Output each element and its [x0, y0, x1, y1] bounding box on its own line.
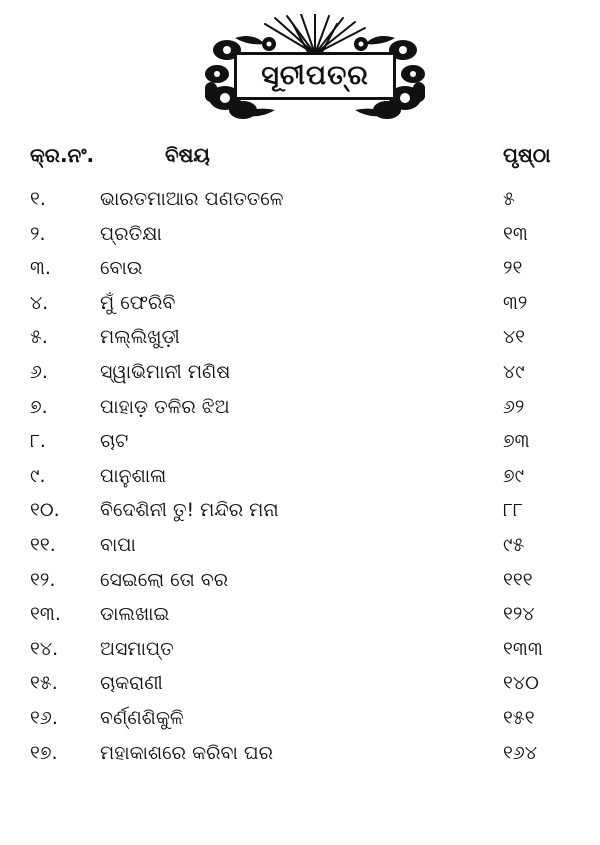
entry-page: ୧୩୩	[503, 637, 543, 660]
toc-entry	[0, 703, 600, 738]
entry-number: ୧୨.	[30, 568, 56, 591]
entry-page: ୩୨	[503, 291, 528, 314]
entry-page: ୧୫୧	[503, 706, 535, 729]
entry-subject: ଚାକରାଣୀ	[100, 672, 163, 695]
page-title: ସୂଚୀପତ୍ର	[261, 60, 369, 91]
entry-number: ୬.	[30, 360, 48, 383]
toc-entry	[0, 565, 600, 600]
entry-number: ୧୩.	[30, 603, 61, 626]
entry-number: ୩.	[30, 257, 51, 280]
toc-entry	[0, 392, 600, 427]
entry-number: ୧୭.	[30, 741, 58, 764]
entry-subject: ମହାକାଶରେ କରିବା ଘର	[100, 741, 273, 764]
entry-number: ୯.	[30, 464, 46, 487]
toc-entry	[0, 634, 600, 669]
entry-subject: ମୁଁ ଫେରିବି	[100, 291, 176, 314]
entry-subject: ପ୍ରତିକ୍ଷା	[100, 222, 162, 245]
entry-number: ୧.	[30, 188, 46, 210]
entry-number: ୭.	[30, 395, 48, 418]
entry-subject: ବୋଉ	[100, 257, 143, 280]
entry-subject: ଚାଟ	[100, 430, 129, 453]
entry-page: ୨୧	[503, 257, 523, 280]
title-banner	[205, 14, 425, 120]
toc-entry	[0, 357, 600, 392]
toc-entry	[0, 599, 600, 634]
entry-subject: ପାହାଡ଼ ତଳିର ଝିଅ	[100, 395, 230, 418]
entry-number: ୧୫.	[30, 672, 58, 695]
entry-subject: ସ୍ୱାଭିମାନୀ ମଣିଷ	[100, 360, 231, 383]
entry-page: ୫	[503, 188, 515, 210]
serial-number-header: କ୍ର.ନଂ.	[30, 143, 95, 167]
entry-subject: ଭାରତମାଆର ପଣତତଳେ	[100, 188, 284, 210]
entry-page: ୪୧	[503, 326, 526, 349]
toc-entry	[0, 461, 600, 496]
entry-subject: ବର୍ଣ୍ଣଶିକୁଳି	[100, 706, 184, 729]
entry-page: ୯୫	[503, 533, 525, 556]
entry-number: ୧୬.	[30, 706, 58, 729]
entry-number: ୨.	[30, 222, 46, 245]
toc-entry	[0, 668, 600, 703]
entry-page: ୮୮	[503, 499, 523, 522]
entry-page: ୧୧୧	[503, 568, 533, 591]
entry-page: ୧୪୦	[503, 672, 539, 695]
entry-subject: ବାପା	[100, 533, 136, 556]
entry-page: ୧୨୪	[503, 603, 535, 626]
entry-number: ୧୦.	[30, 499, 60, 522]
entry-subject: ସେଇଲୋ ତୋ ବର	[100, 568, 229, 591]
entry-number: ୪.	[30, 291, 49, 314]
toc-header-row	[0, 143, 600, 177]
subject-header: ବିଷୟ	[165, 143, 210, 167]
toc-entry	[0, 219, 600, 254]
toc-entry	[0, 738, 600, 773]
entry-page: ୭୯	[503, 464, 525, 487]
entry-page: ୧୬୪	[503, 741, 538, 764]
toc-entry	[0, 426, 600, 461]
toc-entry	[0, 530, 600, 565]
entry-page: ୧୩	[503, 222, 528, 245]
toc-list	[0, 184, 600, 772]
toc-entry	[0, 495, 600, 530]
toc-entry	[0, 288, 600, 323]
entry-subject: ଅସମାପ୍ତ	[100, 637, 174, 660]
toc-entry	[0, 184, 600, 219]
entry-subject: ପାନୁଶାଳା	[100, 464, 167, 487]
title-box	[234, 52, 396, 100]
entry-subject: ମଲ୍ଲିଖୁଡ଼ୀ	[100, 326, 180, 349]
page-number-header: ପୃଷ୍ଠା	[503, 143, 551, 167]
entry-number: ୧୪.	[30, 637, 59, 660]
entry-number: ୫.	[30, 326, 48, 349]
entry-page: ୬୨	[503, 395, 525, 418]
entry-page: ୭୩	[503, 430, 530, 453]
entry-page: ୪୯	[503, 360, 525, 383]
toc-entry	[0, 322, 600, 357]
entry-subject: ବିଦେଶିନୀ ତୁ! ମନ୍ଦିର ମନା	[100, 499, 279, 522]
entry-subject: ଡାଲଖାଇ	[100, 603, 170, 626]
toc-entry	[0, 253, 600, 288]
entry-number: ୮.	[30, 430, 46, 453]
entry-number: ୧୧.	[30, 533, 56, 556]
